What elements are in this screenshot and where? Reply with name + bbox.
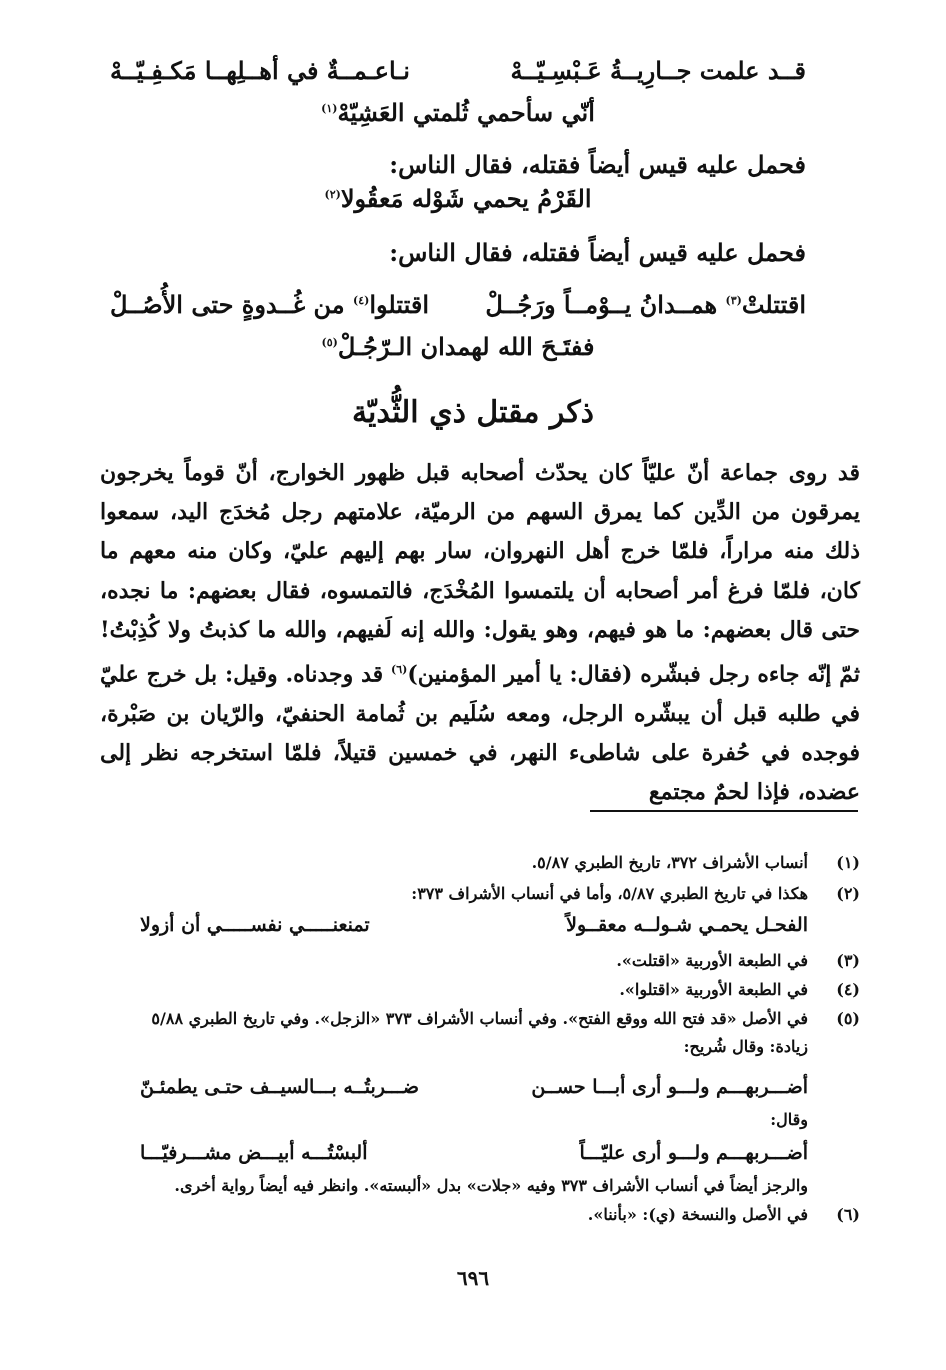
footnote-2-verse xyxy=(140,914,808,936)
footnote-5-verse-1 xyxy=(140,1076,808,1098)
footnote-2-verse-left: تمنعنـــــي نفســـــي أن أزولا xyxy=(140,914,370,936)
footnote-5-text: في الأصل «قد فتح الله ووقع الفتح». وفي أنساب الأشراف ٣٧٣ «الزجل». وفي تاريخ الطبري ٥/٨٨ xyxy=(151,1009,808,1028)
footnote-6-number: (٦) xyxy=(836,1205,860,1224)
footnote-1-number: (١) xyxy=(836,853,860,872)
verse-1-left-hemistich: نـاعـمــةٌ في أهــلِهــا مَكـفِـيّــهْ xyxy=(110,56,410,85)
footnote-3-number: (٣) xyxy=(836,951,860,970)
footnote-3 xyxy=(110,951,860,970)
footnote-ref-6[interactable]: (٦) xyxy=(391,663,408,677)
footnote-5-verse-1-right: أضـــربهـــم ولـــو أرى أبـــا حســن xyxy=(531,1076,808,1098)
footnote-4 xyxy=(110,980,860,999)
footnote-5-verse-2-right: أضـــربهـــم ولـــو أرى عليّـــاً xyxy=(579,1142,808,1164)
narration-line-2: فحمل عليه قيس أيضاً فقتله، فقال الناس: xyxy=(389,238,806,267)
verse-line-1 xyxy=(110,56,806,85)
footnote-1-text: أنساب الأشراف ٣٧٢، تاريخ الطبري ٥/٨٧. xyxy=(531,853,808,872)
footnote-1 xyxy=(110,853,860,872)
verse-2-text: أنّي سأحمي ثُلمتي العَشِيّهْ xyxy=(337,98,595,127)
footnote-2-verse-right: الفحـل يحمـي شـولــه معقــولاً xyxy=(566,914,808,936)
footnote-5-verse-2 xyxy=(140,1142,808,1164)
verse-4-left-a: اقتتلوا xyxy=(369,290,429,319)
verse-4-right-b: همــدانُ يــوْمــاً ورَجُــلْ xyxy=(485,290,726,319)
footnote-5-tail: والرجز أيضاً في أنساب الأشراف ٣٧٣ وفيه «جلات» بدل «ألبسته». وانظر فيه أيضاً رواية أخرى. xyxy=(174,1176,808,1195)
footnote-6 xyxy=(110,1205,860,1224)
section-heading: ذكر مقتل ذي الثُّديّة xyxy=(351,395,595,430)
footnote-ref-5[interactable]: (٥) xyxy=(321,336,338,349)
paragraph-text-b: قد وجدناه. وقيل: بل خرج عليّ في طلبه قبل أن يبشّره الرجل، ومعه سُلَيم بن ثُمامة الحنفيّ، والرّيان بن صَبْرة، فوجده في حُفرة على شاطىء النهر، في خمسين قتيلاً، فلمّا استخرجه نظر إلى عضده، فإذا لحمٌ مجتمع xyxy=(100,661,860,805)
footnote-ref-1[interactable]: (١) xyxy=(321,102,338,115)
footnote-5-verse-2-left: ألبسْتُـــه أبيـــض مشـــرفيّـــا xyxy=(140,1142,368,1164)
footnote-ref-2[interactable]: (٢) xyxy=(324,188,341,201)
verse-line-2 xyxy=(110,98,806,127)
footnote-2-number: (٢) xyxy=(836,884,860,903)
footnote-5-continuation: زيادة: وقال شُريح: xyxy=(683,1037,808,1056)
verse-line-3 xyxy=(110,184,806,213)
verse-5-text: ففتَـحَ الله لهمدان الـرّجُـلْ xyxy=(337,332,595,361)
footnote-5-verse-1-left: ضـــربتُــه بـــالسيــف حتـى يطمئـنّ xyxy=(140,1076,420,1098)
verse-1-right-hemistich: قــد علمت جــارِيــةُ عَـبْسِـيّــهْ xyxy=(510,56,806,85)
footnote-4-number: (٤) xyxy=(836,980,860,999)
narration-line-1: فحمل عليه قيس أيضاً فقتله، فقال الناس: xyxy=(389,150,806,179)
footnote-2-text: هكذا في تاريخ الطبري ٥/٨٧، وأما في أنساب الأشراف ٣٧٣: xyxy=(411,884,808,903)
footnote-4-text: في الطبعة الأوربية «اقتلوا». xyxy=(619,980,808,999)
main-paragraph xyxy=(100,454,860,812)
footnote-5-said: وقال: xyxy=(770,1110,808,1129)
footnote-3-text: في الطبعة الأوربية «اقتلت». xyxy=(616,951,808,970)
footnote-ref-3[interactable]: (٣) xyxy=(725,294,742,307)
verse-line-4 xyxy=(110,290,806,319)
footnote-5 xyxy=(110,1009,860,1028)
paragraph-text-a: قد روى جماعة أنّ عليّاً كان يحدّث أصحابه قبل ظهور الخوارج، أنّ قوماً يخرجون يمرقون من الدِّين كما يمرق السهم من الرميّة، علامتهم رجل مُخدَج اليد، سمعوا ذلك منه مراراً، فلمّا خرج أهل النهروان، سار بهم إليهم عليّ، وكان منه معهم ما كان، فلمّا فرغ أمر أصحابه أن يلتمسوا المُخْدَج، فالتمسوه، فقال بعضهم: ما نجده، حتى قال بعضهم: ما هو فيهم، وهو يقول: والله إنه لَفيهم، والله ما كذبتُ ولا كُذِبْتُ! ثمّ إنّه جاءه رجل فبشّره (فقال: يا أمير المؤمنين) xyxy=(100,460,860,688)
footnote-2 xyxy=(110,884,860,903)
verse-4-left-hemistich xyxy=(110,290,429,319)
footnote-6-text: في الأصل والنسخة (ي): «بأننا». xyxy=(587,1205,808,1224)
footnote-separator xyxy=(590,810,858,812)
verse-line-5 xyxy=(110,332,806,361)
verse-4-left-b: من غُــدوةٍ حتى الأُصُــلْ xyxy=(110,290,353,319)
verse-3-text: القَرْمُ يحمي شَوْله مَعقُولا xyxy=(340,184,592,213)
footnote-5-number: (٥) xyxy=(836,1009,860,1028)
page-number: ٦٩٦ xyxy=(456,1266,490,1290)
verse-4-right-a: اقتتلتْ xyxy=(741,290,806,319)
verse-4-right-hemistich xyxy=(485,290,806,319)
footnote-ref-4[interactable]: (٤) xyxy=(352,294,370,307)
